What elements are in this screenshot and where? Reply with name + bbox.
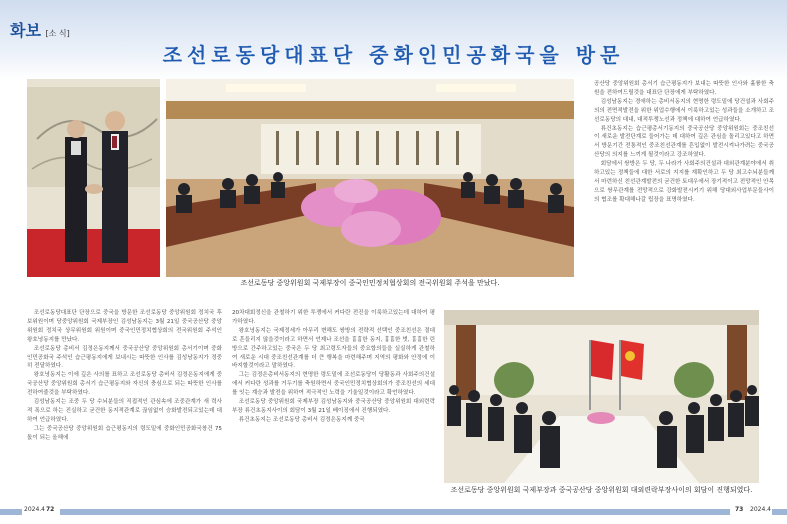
footer-bar-left: [0, 509, 22, 515]
paragraph: 김성남동지는 경애하는 총비서동지의 현명한 령도밑에 당건설과 사회주의의 전면적발전을 위한 위업수행에서 이룩하고있는 성과들을 소개하고 조선로동당의 대내, 대적투쟁노선과 정책에 대하여 언급하였다.: [594, 98, 774, 123]
footer-year-right: 2024.4: [750, 506, 771, 513]
page-number-left: 72: [46, 506, 55, 513]
section-label: [소 식]: [45, 29, 70, 38]
article-title: 조선로동당대표단 중화인민공화국을 방문: [162, 43, 625, 67]
paragraph: 공산당 중앙위원회 총서기 습근평동지가 보내는 따뜻한 인사와 훌륭한 축원을 전하여드릴것을 대표단 단장에게 부탁하였다.: [594, 81, 774, 96]
paragraph: 김성남동지는 조중 두 당 수뇌분들의 직접적인 관심속에 조중관계가 새 력사적 폭으로 하는 진실하고 굳건한 동지적관계로 끊임없이 승화발전되고있는데 대하여 언급하였다.: [27, 399, 222, 423]
paragraph: 조선로동당 총비서 김정은동지께서 중국공산당 중앙위원회 총서기이며 중화인민공화국 주석인 습근평동지에게 보내시는 따뜻한 인사를 김성남동지가 정중히 전달하였다.: [27, 345, 222, 370]
magazine-logo: 화보: [10, 21, 41, 40]
paragraph: 그는 김정은총비서동지의 현명한 령도밑에 조선로동당이 당활동과 사회주의건설에서 커다란 성과를 거두기를 축원하면서 중국인민정치협상회의가 중조친선의 세대를 잇는 계승과 발전을 위하여 적극적인 노력을 기울일것이라고 확언하였다.: [232, 372, 435, 397]
footer-year-left: 2024.4: [24, 506, 45, 513]
paragraph: 조선로동당 중앙위원회 국제부장 김성남동지와 중국공산당 중앙위원회 대외련락부장 류건초동지사이의 회담이 3월 21일 베이징에서 진행되였다.: [232, 399, 435, 414]
page-footer: [0, 505, 787, 519]
page-number-right: 73: [735, 506, 744, 513]
paragraph: 류건초동지는 습근평총서기동지의 중국공산당 중앙위원회는 중조친선이 새로운 발전단계로 들어가는 데 대하여 깊은 관심을 돌리고있다고 하면서 방문기간 전통적인 중조친선관계를 흔입없이 발전시켜나가려는 중국공산당의 의지를 느끼게 될것이라고 강조하였다.: [594, 125, 774, 159]
meeting-hall-photo: [166, 79, 574, 277]
handshake-photo: [27, 79, 160, 277]
paragraph: 조선로동당대표단 단장으로 중국을 방문한 조선로동당 중앙위원회 정치국 후보위원이며 당중앙위원회 국제부장인 김성남동지는 3월 21일 중국공산당 중앙위원회 정치국 상무위원회 위원이며 중국인민정치협상회의 전국위원회 주석인 왕호녕동지를 만났다.: [27, 310, 222, 343]
article-column-2: [232, 309, 435, 425]
meeting-hall-caption: 조선로동당 중앙위원회 국제부장이 중국인민정치협상회의 전국위원회 주석을 만났다.: [240, 279, 500, 287]
paragraph: 왕호녕동지는 국제정세가 아무리 변해도 쌍방의 전략적 선택인 중조친선은 절대로 흔들리지 않을것이라고 하면서 언제나 조선을 흉흉한 동지, 흉흉한 벗, 흉흉한 린방으로 간주하고있는 중국은 두 당 최고령도자들의 중요합의들을 실실하게 관철하여 새로운 시대 중조친선관계를 더 큰 행복을 마련해주며 지역의 평화와 안정에 이바지할것이라고 말하였다.: [232, 327, 435, 370]
paragraph: 왕호녕동지는 이에 깊은 사의를 표하고 조선로동당 총비서 김정은동지에게 중국공산당 중앙위원회 총서기 습근평동지와 자신의 충심으로 되는 따뜻한 인사를 전하여줄것을 부탁하였다.: [27, 372, 222, 397]
talks-photo: [444, 310, 759, 483]
paragraph: 회담에서 쌍방은 두 당, 두 나라가 사회주의건설과 대외관계분야에서 취하고있는 정책들에 대한 서로의 지지를 재확인하고 두 당 최고수뇌분들께서 마련하신 친선관계발전의 굳건한 토대우에서 장기적이고 전망적인 안목으로 쌍무관계를 전망적으로 강화발전시키기 위해 당대외사업부문들사이의 협조를 확대해나갈 립장을 표명하였다.: [594, 161, 774, 203]
paragraph: 그는 중국공산당 중앙위원회 습근평동지의 령도밑에 중화인민공화국창건 75돐이 되는 올해에: [27, 425, 222, 441]
footer-bar-center: [60, 509, 730, 515]
article-column-1: [27, 309, 222, 443]
footer-bar-right: [772, 509, 787, 515]
article-column-3: [594, 80, 774, 205]
magazine-masthead: [10, 18, 70, 41]
talks-photo-caption: 조선로동당 중앙위원회 국제부장과 중국공산당 중앙위원회 대외련락부장사이의 회담이 진행되였다.: [450, 486, 753, 494]
paragraph: 20차대회정신을 관철하기 위한 투쟁에서 커다란 전진을 이룩하고있는데 대하여 평가하였다.: [232, 310, 435, 325]
paragraph: 류건초동지는 조선로동당 총비서 김정은동지께 중국: [238, 416, 365, 423]
